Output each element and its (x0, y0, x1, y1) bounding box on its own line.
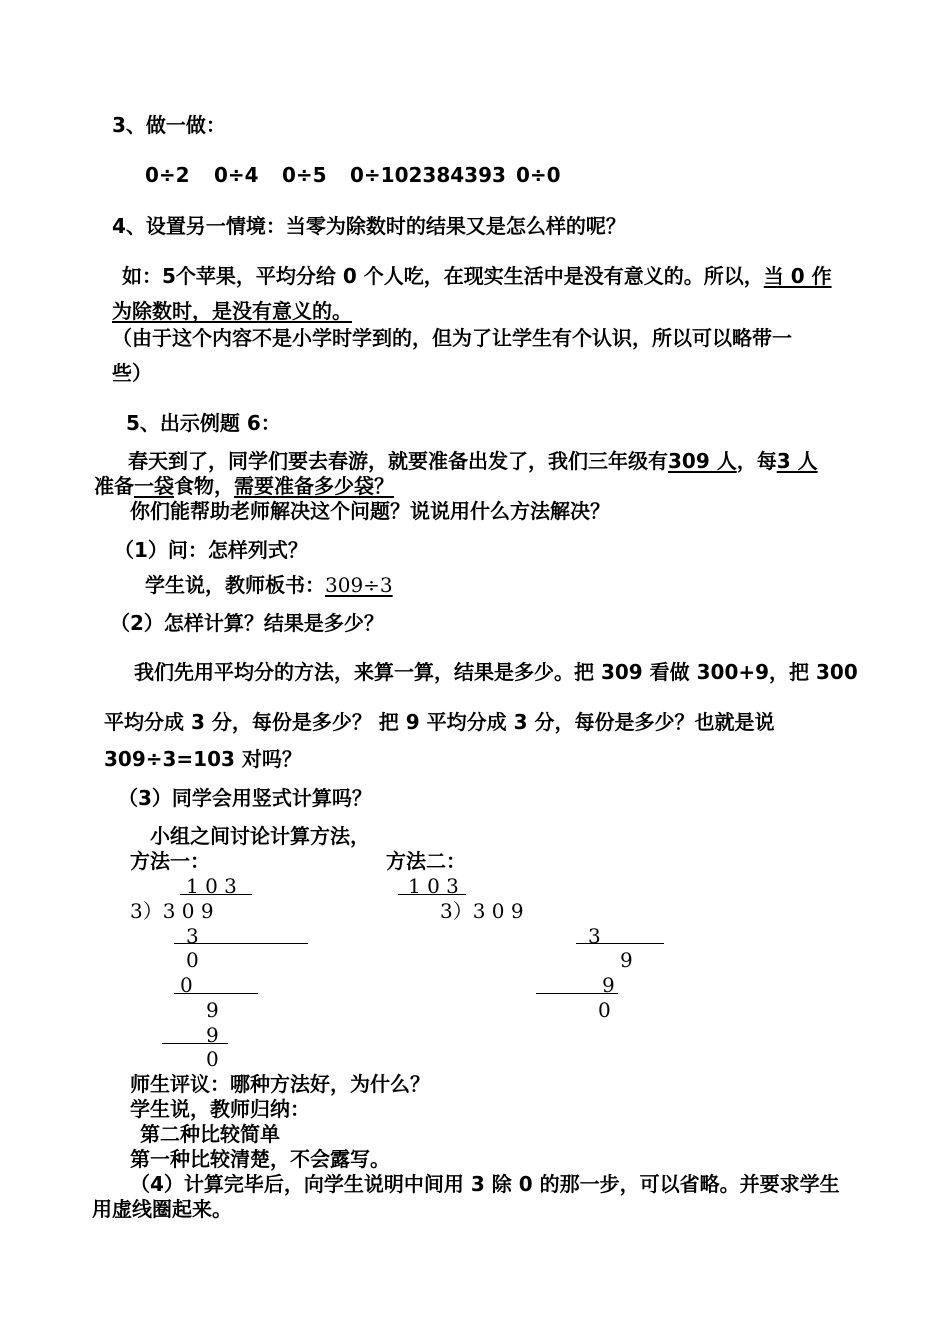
method-2-step-line-2 (536, 993, 618, 994)
story-group-size: 3 人 (776, 449, 818, 473)
method-2-step-4: 0 (598, 998, 611, 1022)
section-4-example-line-1 (122, 264, 832, 288)
method-2-step-3: 9 (602, 973, 615, 997)
question-4-line-2: 用虚线圈起来。 (92, 1197, 232, 1221)
exercise-4: 0÷102384393 (350, 163, 506, 187)
method-1-step-1: 3 (186, 924, 199, 948)
method-1-step-line-1 (174, 943, 308, 944)
method-1-step-line-2 (174, 993, 258, 994)
section-4-note-line-1: （由于这个内容不是小学时学到的，但为了让学生有个认识，所以可以略带一 (112, 326, 792, 350)
question-4-line-1: （4）计算完毕后，向学生说明中间用 3 除 0 的那一步，可以省略。并要求学生 (130, 1172, 840, 1196)
example-conclusion-start: 当 0 作 (763, 264, 832, 288)
question-2-para-3: 309÷3=103 对吗？ (104, 747, 302, 771)
section-4-example-line-2: 为除数时，是没有意义的。 (112, 299, 352, 323)
section-4-heading: 4、设置另一情境：当零为除数时的结果又是怎么样的呢？ (112, 214, 626, 238)
story-one-bag: 一袋 (134, 474, 174, 498)
method-2-step-1: 3 (588, 924, 601, 948)
story-line-1 (128, 449, 818, 473)
story-text-4: 食物， (174, 474, 234, 498)
exercise-2: 0÷4 (214, 163, 259, 187)
method-1-step-5: 9 (206, 1023, 219, 1047)
question-2-para-2: 平均分成 3 分，每份是多少？ 把 9 平均分成 3 分，每份是多少？也就是说 (104, 710, 775, 734)
summary-label: 学生说，教师归纳： (130, 1097, 310, 1121)
method-1-step-line-3 (162, 1043, 228, 1044)
answer-expression: 309÷3 (325, 573, 393, 597)
section-4-note-line-2: 些） (112, 361, 152, 385)
section-3-heading: 3、做一做： (112, 113, 226, 137)
method-2-step-line-1 (576, 943, 664, 944)
method-1-step-4: 9 (206, 998, 219, 1022)
review-question: 师生评议：哪种方法好，为什么？ (130, 1072, 430, 1096)
method-2-quotient-line (398, 894, 466, 895)
story-text-2: ，每 (736, 449, 777, 473)
story-people-count: 309 人 (668, 449, 737, 473)
exercise-5: 0÷0 (516, 163, 561, 187)
exercise-3: 0÷5 (282, 163, 327, 187)
exercise-1: 0÷2 (145, 163, 190, 187)
answer-label: 学生说，教师板书： (145, 573, 325, 597)
help-question: 你们能帮助老师解决这个问题？说说用什么方法解决？ (130, 499, 610, 523)
method-1-step-3: 0 (180, 973, 193, 997)
question-1-answer (145, 573, 393, 597)
section-5-heading: 5、出示例题 6： (126, 411, 281, 435)
summary-point-1: 第二种比较简单 (140, 1122, 280, 1146)
question-3: （3）同学会用竖式计算吗？ (118, 786, 372, 810)
method-2-dividend: 3）3 0 9 (440, 899, 524, 923)
method-1-step-6: 0 (206, 1047, 219, 1071)
question-1: （1）问：怎样列式？ (114, 538, 308, 562)
example-text: 如：5个苹果，平均分给 0 个人吃，在现实生活中是没有意义的。所以， (122, 264, 764, 288)
question-2-para-1: 我们先用平均分的方法，来算一算，结果是多少。把 309 看做 300+9，把 300 (134, 660, 858, 684)
story-line-2 (94, 474, 394, 498)
story-text-3: 准备 (94, 474, 134, 498)
story-text: 春天到了，同学们要去春游，就要准备出发了，我们三年级有 (128, 449, 668, 473)
method-1-label: 方法一： (130, 849, 210, 873)
method-1-step-2: 0 (186, 948, 199, 972)
method-1-quotient-line (180, 894, 252, 895)
method-2-label: 方法二： (386, 849, 466, 873)
method-1-dividend: 3）3 0 9 (130, 899, 214, 923)
question-2: （2）怎样计算？结果是多少？ (110, 611, 384, 635)
summary-point-2: 第一种比较清楚，不会露写。 (130, 1147, 390, 1171)
group-discussion: 小组之间讨论计算方法， (150, 824, 370, 848)
story-question-end: 多少袋？ (314, 474, 394, 498)
method-2-step-2: 9 (620, 948, 633, 972)
method-2-quotient: 1 0 3 (408, 874, 459, 898)
story-question-start: 需要准备 (234, 474, 314, 498)
method-1-quotient: 1 0 3 (186, 874, 237, 898)
